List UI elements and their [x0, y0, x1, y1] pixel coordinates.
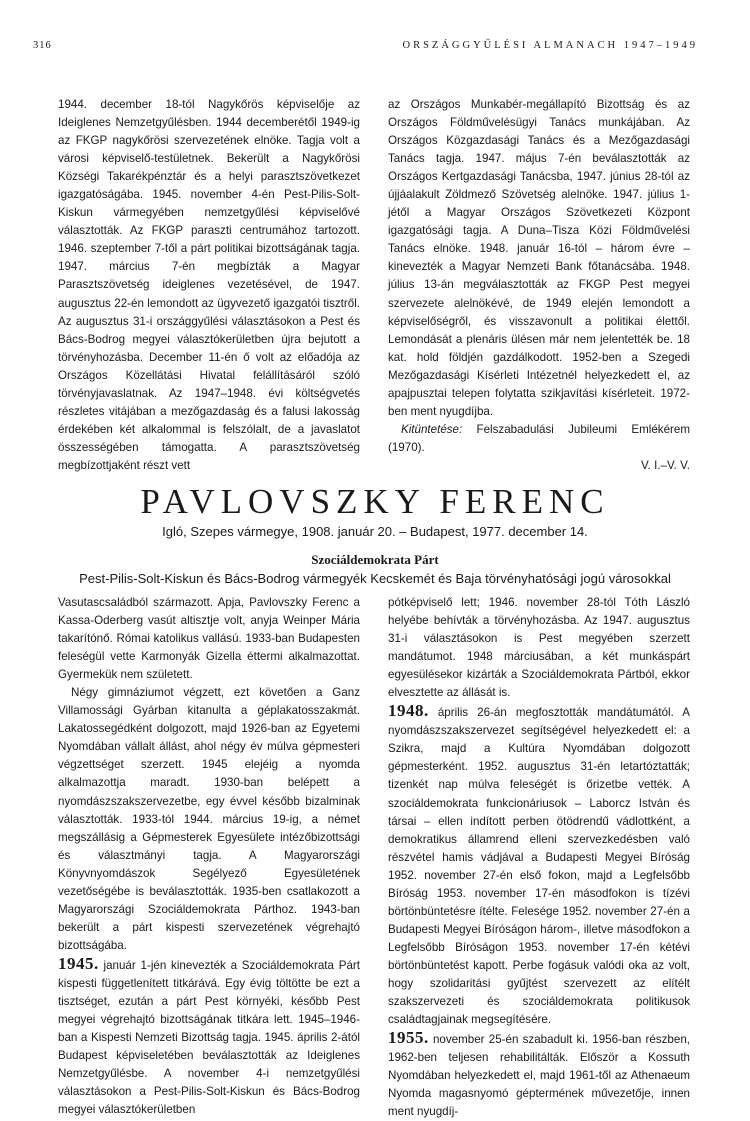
paragraph: Vasutascsaládból származott. Apja, Pavlovszky Ferenc a Kassa-Oderberg vasút altisztje volt, anyja Weinper Mária takarítónő. Római katolikus vallású. 1933-ban Budapesten feleségül vette Karmonyák Gizella éttermi alkalmazottat. Gyermekük nem született.: [58, 596, 360, 682]
paragraph: 1944. december 18-tól Nagykőrös képviselője az Ideiglenes Nemzetgyűlésben. 1944 decemberétől 1949-ig az FKGP nagykőrösi szervezetének elnöke. Tagja volt a városi képviselő-testületnek. Bekerült a Nagykőrösi Községi Takarékpénztár és a helyi parasztszövetkezet igazgatóságába. 1945. november 4-én Pest-Pilis-Solt-Kiskun vármegyében nemzetgyűlési képviselővé választották. Az FKGP paraszti centrumához tartozott. 1946. szeptember 7-től a párt politikai bizottságának tagja. 1947. március 7-én megbízták a Magyar Parasztszövetség ideiglenes vezetésével, de 1947. augusztus 22-én lemondott az ügyvezető igazgatói tisztről. Az augusztus 31-i országgyűlési választásokon a Pest és Bács-Bodrog megyei választókerületben újra bejutott a törvényhozásba. December 11-én ő volt az előadója az Országos Közellátási Hivatal felállításáról szóló törvényjavaslatnak. Az 1947–1948. évi költségvetés részletes vitájában a mezőgazdaság és a falusi lakosság érdekében két alkalommal is felszólalt, de a javaslatot összességében támogatta. A parasztszövetség megbízottjaként részt vett: [58, 98, 360, 472]
entry-right-column: [388, 594, 690, 1121]
paragraph-text: november 25-én szabadult ki. 1956-ban részben, 1962-ben teljesen rehabilitálták. Először a Kossuth Nyomdában helyezkedett el, majd 1961-től az Athenaeum Nyomda magasnyomó géptermének művezetője, innen ment nyugdíj-: [388, 1033, 690, 1119]
previous-entry-left-column: [58, 96, 360, 475]
previous-entry-right-column: [388, 96, 690, 475]
entry-party: Szociáldemokrata Párt: [311, 552, 439, 567]
paragraph-1955: [388, 1029, 690, 1121]
award-text: Felszabadulási Jubileumi Emlékérem (1970).: [388, 422, 690, 454]
paragraph-text: január 1-jén kinevezték a Szociáldemokrata Párt kispesti függetlenített titkárává. Egy évig töltötte be ezt a tisztséget, ezután a párt Pest környéki, később Pest megyei végrehajtó bizottságának titkára lett. 1945–1946-ban a Kispesti Nemzeti Bizottság tagja. 1945. április 2-ától Budapest képviseletében beválasztották az Ideiglenes Nemzetgyűlésbe. A november 4-i nemzetgyűlési választásokon a Pest-Pilis-Solt-Kiskun és Bács-Bodrog megyei választókerületben: [58, 958, 360, 1117]
year-marker-1945: 1945.: [58, 953, 99, 973]
year-marker-1948: 1948.: [388, 701, 429, 721]
entry-district: Pest-Pilis-Solt-Kiskun és Bács-Bodrog vármegyék Kecskemét és Baja törvényhatósági jogú városokkal: [79, 571, 671, 586]
running-title: ORSZÁGGYŰLÉSI ALMANACH 1947–1949: [402, 40, 698, 51]
year-marker-1955: 1955.: [388, 1028, 429, 1048]
paragraph: az Országos Munkabér-megállapító Bizottság és az Országos Földművelésügyi Tanács munkájában. Az Országos Közgazdasági Tanács és a Mezőgazdasági Tanács tagja. 1947. május 7-én beválasztották az Országos Kertgazdasági Tanácsba, 1947. június 28-tól az újjáalakult Zöldmező Szövetség alelnöke. 1947. július 1-jétől a Magyar Országos Szövetkezeti Központ igazgatósági tagja. A Duna–Tisza Közi Földművelési Tanács elnöke. 1948. január 16-tól – három évre – kinevezték a Magyar Nemzeti Bank főtanácsába. 1948. július 13-án megválasztották az FKGP Pest megyei szervezete alelnökévé, de 1949 elején lemondott a képviselőségről, és visszavonult a politikai élettől. Lemondását a plenáris ülésen már nem jelentették be. 18 kat. hold földjén gazdálkodott. 1952-ben a Szegedi Mezőgazdasági Kísérleti Intézetnél helyezkedett el, az apajpusztai telepen folytatta szikjavítási kísérleteit. 1972-ben ment nyugdíjba.: [388, 98, 690, 418]
page-number: 316: [33, 40, 52, 51]
paragraph-1945: [58, 955, 360, 1119]
paragraph-1948: [388, 702, 690, 1029]
entry-left-column: [58, 594, 360, 1119]
paragraph-text: április 26-án megfosztották mandátumától. A nyomdászszakszervezet segítségével helyezkedett el: a Szikra, majd a Kultúra Nyomdában dolgozott gépmesterként. 1952. augusztus 31-én letartóztatták; tizenkét nap múlva feleségét is őrizetbe vették. A szociáldemokrata funkcionáriusok – Laborcz István és társai – ellen indított perben ötödrendű vádlottként, a demokratikus államrend elleni szervezkedésben való részvétel hamis vádjával a Budapesti Megyei Bíróság 1952. november 27-én első fokon, majd a Legfelsőbb Bíróság 1953. november 17-én másodfokon is tízévi börtönbüntetésre ítélte. Felesége 1952. november 27-én a Budapesti Megyei Bíróságon három-, illetve másodfokon a Legfelsőbb Bíróságon 1953. november 17-én kétévi börtönbüntetést kapott. Perbe fogásuk valódi oka az volt, hogy szolidaritási gyűjtést szervezett az elítélt szakszervezeti és szociáldemokrata politikusok családtagjainak megsegítésére.: [388, 706, 690, 1027]
entry-birth-death: Igló, Szepes vármegye, 1908. január 20. – Budapest, 1977. december 14.: [162, 524, 588, 539]
author-initials: V. I.–V. V.: [641, 458, 690, 472]
award-label: Kitüntetése:: [401, 422, 463, 436]
paragraph: Négy gimnáziumot végzett, ezt követően a Ganz Villamossági Gyárban kitanulta a géplakatosszakmát. Lakatossegédként dolgozott, majd 1926-ban az Egyetemi Nyomdában vállalt állást, ahol négy év múlva gépmesteri végzettséget szerzett. 1945 elejéig a nyomda alkalmazottja maradt. 1930-ban belépett a nyomdászszakszervezetbe, egy évvel később bizalminak választották. 1933-tól 1944. március 19-ig, a német megszállásig a Gépmesterek Egyesülete intézőbizottsági és választmányi tagja. A Magyarországi Könyvnyomdászok Segélyező Egyesületének vezetőségébe is beválasztották. 1935-ben csatlakozott a Magyarországi Szociáldemokrata Párthoz. 1943-ban bekerült a párt kispesti szervezetének végrehajtó bizottságába.: [58, 686, 360, 952]
entry-name: PAVLOVSZKY FERENC: [140, 482, 610, 521]
running-header: [33, 40, 698, 51]
paragraph: pótképviselő lett; 1946. november 28-tól Tóth László helyébe behívták a törvényhozásba. Az 1947. augusztus 31-i választásokon is Pest megyében szerzett mandátumot. 1948 márciusában, a két munkáspárt egyesülésekor kizárták a Szociáldemokrata Pártból, ekkor elvesztette az állását is.: [388, 596, 690, 700]
award-line: [388, 421, 690, 457]
